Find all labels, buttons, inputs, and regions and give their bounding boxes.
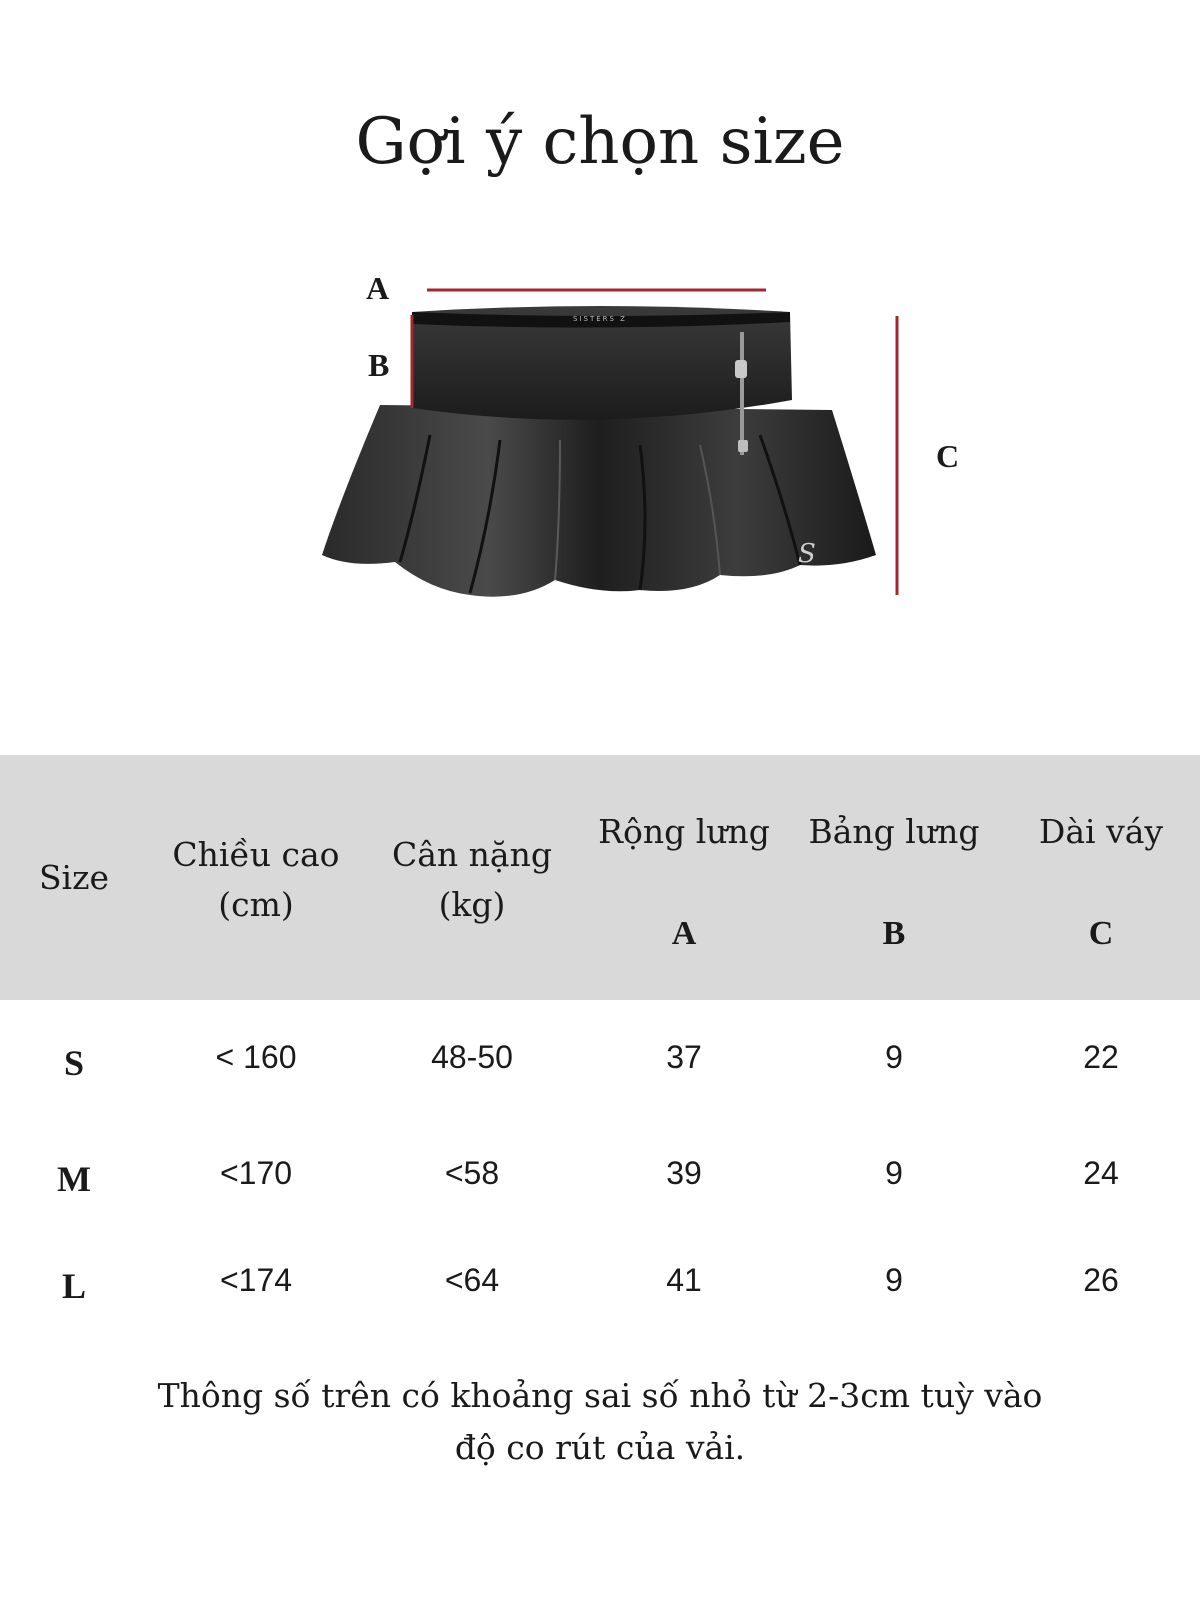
row-a: 41 <box>666 1262 702 1298</box>
row-b: 9 <box>885 1039 903 1075</box>
dimension-label-c: C <box>936 438 960 474</box>
row-a: 39 <box>666 1155 702 1191</box>
brand-label: SISTERS Z <box>573 315 627 323</box>
row-c: 26 <box>1083 1262 1119 1298</box>
table-row <box>0 1027 1200 1087</box>
header-size: Size <box>38 858 110 897</box>
row-height: <174 <box>219 1262 293 1298</box>
dimension-label-b: B <box>368 347 390 383</box>
header-height-unit: (cm) <box>218 885 294 924</box>
table-row <box>0 1250 1200 1310</box>
header-waist-width: Rộng lưng <box>598 812 770 851</box>
row-height: < 160 <box>215 1039 297 1075</box>
skirt-waistband <box>412 306 792 420</box>
row-c: 24 <box>1083 1155 1119 1191</box>
page-title: Gợi ý chọn size <box>355 105 845 179</box>
header-skirt-length: Dài váy <box>1038 812 1164 851</box>
row-b: 9 <box>885 1155 903 1191</box>
header-height-line1: Chiều cao <box>172 835 340 874</box>
note-line-2: độ co rút của vải. <box>454 1428 746 1467</box>
header-letter-c: C <box>1088 915 1114 952</box>
row-weight: <64 <box>444 1262 500 1298</box>
note-line-1: Thông số trên có khoảng sai số nhỏ từ 2-3cm tuỳ vào <box>157 1376 1043 1415</box>
skirt-illustration <box>0 250 1200 650</box>
row-b: 9 <box>885 1262 903 1298</box>
header-letter-b: B <box>882 915 906 952</box>
row-size: S <box>63 1043 85 1083</box>
size-table-header <box>0 755 1200 1000</box>
header-weight <box>362 830 582 930</box>
size-diagram <box>0 250 1200 650</box>
row-weight: 48-50 <box>431 1039 513 1075</box>
row-weight: <58 <box>444 1155 500 1191</box>
logo-emblem: S <box>798 539 816 569</box>
tolerance-note <box>100 1370 1100 1474</box>
header-waistband: Bảng lưng <box>808 812 980 851</box>
header-weight-unit: (kg) <box>438 885 506 924</box>
skirt-ruffle <box>322 405 876 597</box>
row-height: <170 <box>219 1155 293 1191</box>
dimension-label-a: A <box>366 270 390 306</box>
row-size: M <box>57 1159 91 1199</box>
row-c: 22 <box>1083 1039 1119 1075</box>
header-letter-a: A <box>671 915 697 952</box>
row-a: 37 <box>666 1039 702 1075</box>
header-weight-line1: Cân nặng <box>392 835 552 874</box>
row-size: L <box>61 1266 86 1306</box>
table-row <box>0 1143 1200 1203</box>
header-height <box>150 830 362 930</box>
